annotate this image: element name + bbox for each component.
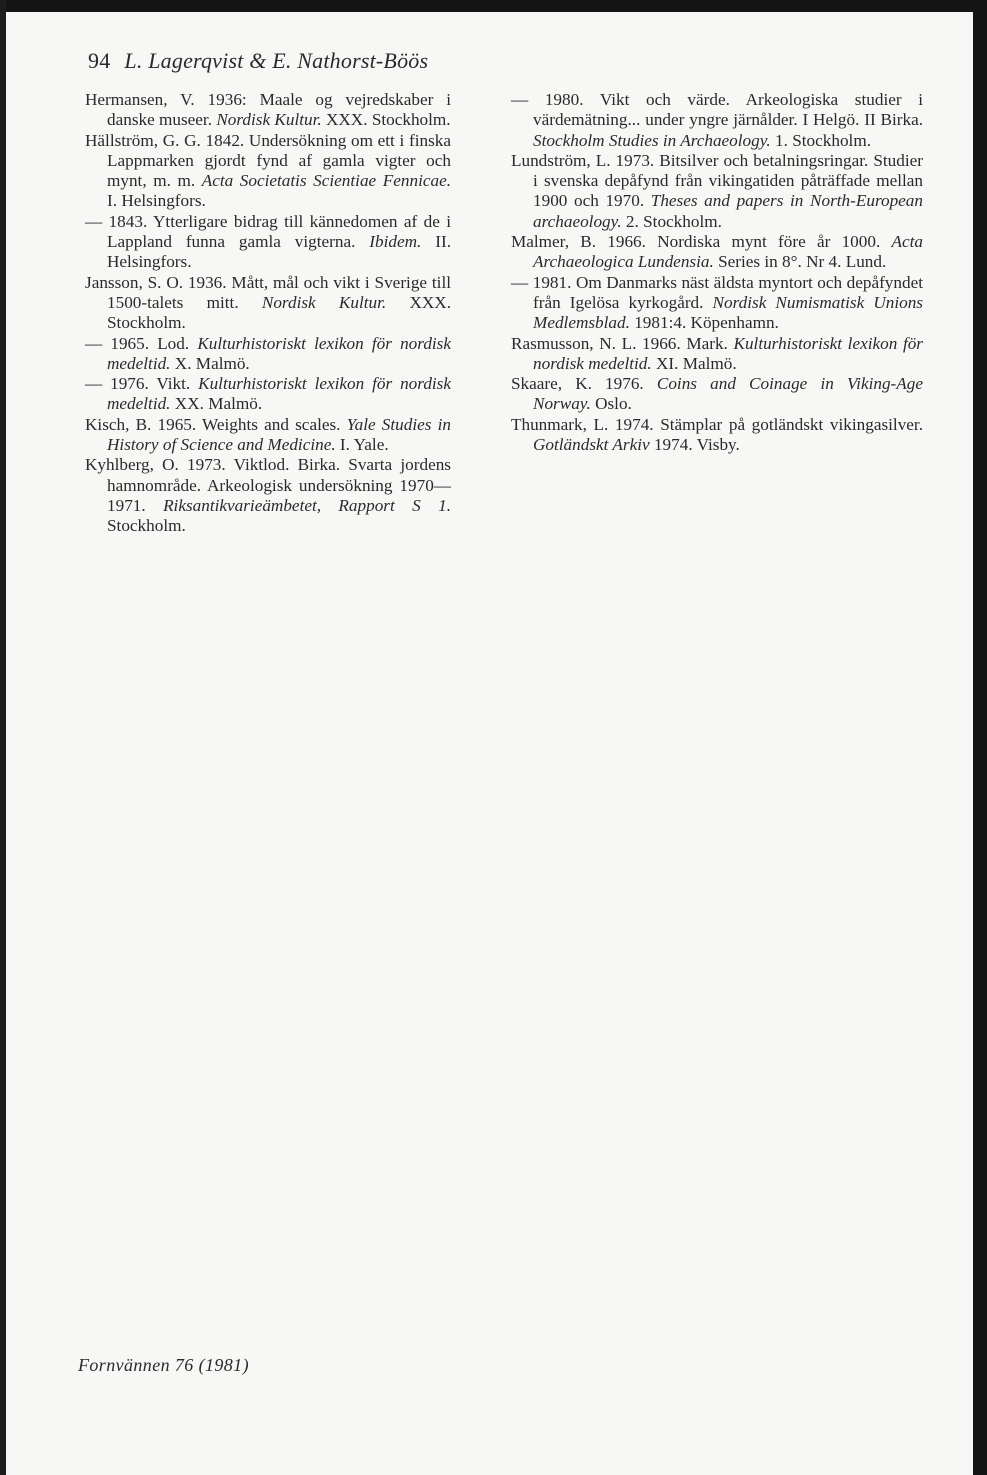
- reference-entry: [511, 334, 923, 375]
- reference-text: Hermansen, V. 1936: Maale og vejredskaber i danske museer.: [85, 90, 451, 130]
- reference-entry: [85, 212, 451, 273]
- reference-text: Malmer, B. 1966. Nordiska mynt före år 1000.: [511, 232, 892, 252]
- reference-text: Hällström, G. G. 1842. Undersökning om ett i finska Lappmarken gjordt fynd af gamla vigter och mynt, m. m.: [85, 130, 451, 191]
- scan-border-top: [0, 0, 987, 12]
- page: [6, 12, 973, 1475]
- reference-title: Nordisk Kultur.: [216, 110, 322, 130]
- reference-title: Acta Societatis Scientiae Fennicae.: [201, 171, 451, 191]
- reference-text: XX. Malmö.: [170, 394, 263, 414]
- reference-text: XXX. Stockholm.: [321, 110, 451, 130]
- reference-title: Yale Studies in History of Science and Medicine.: [107, 414, 451, 455]
- reference-title: Stockholm Studies in Archaeology.: [533, 130, 771, 150]
- reference-entry: [85, 415, 451, 456]
- reference-entry: [85, 131, 451, 212]
- reference-text: Stockholm.: [107, 516, 186, 536]
- reference-text: 2. Stockholm.: [621, 211, 722, 231]
- journal-footer: Fornvännen 76 (1981): [78, 1355, 249, 1375]
- reference-text: X. Malmö.: [170, 353, 250, 373]
- reference-entry: [511, 90, 923, 151]
- reference-text: Rasmusson, N. L. 1966. Mark.: [511, 333, 734, 353]
- reference-text: — 1980. Vikt och värde. Arkeologiska studier i värdemätning... under yngre järnålder. I Helgö. II Birka.: [511, 90, 923, 130]
- reference-entry: [85, 90, 451, 131]
- reference-text: 1. Stockholm.: [770, 130, 871, 150]
- reference-title: Nordisk Numismatisk Unions Medlemsblad.: [533, 292, 923, 333]
- reference-text: II. Helsingfors.: [107, 232, 451, 272]
- reference-title: Gotländskt Arkiv: [533, 435, 650, 455]
- scan-border-right: [973, 0, 987, 1475]
- reference-title: Nordisk Kultur.: [261, 292, 387, 312]
- reference-text: Jansson, S. O. 1936. Mått, mål och vikt i Sverige till 1500-talets mitt.: [85, 272, 451, 312]
- reference-text: Kisch, B. 1965. Weights and scales.: [85, 414, 347, 434]
- reference-title: Riksantikvarieämbetet, Rapport S 1.: [163, 495, 451, 515]
- page-number: 94: [88, 48, 111, 73]
- reference-text: Skaare, K. 1976.: [511, 374, 657, 394]
- reference-text: — 1843. Ytterligare bidrag till kännedomen af de i Lappland funna gamla vigterna.: [85, 211, 451, 252]
- reference-text: — 1976. Vikt.: [85, 374, 199, 394]
- reference-entry: [85, 334, 451, 375]
- reference-title: Theses and papers in North-European archaeology.: [533, 191, 923, 231]
- reference-text: Oslo.: [590, 394, 632, 414]
- reference-entry: [511, 374, 923, 415]
- reference-text: I. Helsingfors.: [107, 191, 206, 211]
- reference-entry: [511, 151, 923, 232]
- running-head-authors: L. Lagerqvist & E. Nathorst-Böös: [124, 48, 429, 73]
- reference-title: Coins and Coinage in Viking-Age Norway.: [533, 374, 923, 414]
- reference-text: Lundström, L. 1973. Bitsilver och betalningsringar. Studier i svenska depåfynd från vikingatiden påträffade mellan 1900 och 1970.: [511, 150, 923, 211]
- reference-text: XI. Malmö.: [651, 353, 737, 373]
- running-head: [88, 48, 428, 74]
- reference-text: I. Yale.: [335, 435, 389, 455]
- reference-entry: [511, 273, 923, 334]
- reference-title: Acta Archaeologica Lundensia.: [533, 232, 923, 272]
- reference-text: Kyhlberg, O. 1973. Viktlod. Birka. Svarta jordens hamnområde. Arkeologisk undersökning 1970—1971.: [85, 455, 451, 515]
- reference-text: XXX. Stockholm.: [107, 292, 451, 333]
- reference-entry: [511, 415, 923, 456]
- reference-title: Ibidem.: [369, 232, 422, 252]
- reference-text: 1981:4. Köpenhamn.: [629, 313, 779, 333]
- reference-entry: [85, 273, 451, 334]
- reference-text: Thunmark, L. 1974. Stämplar på gotländskt vikingasilver.: [511, 414, 923, 434]
- reference-title: Kulturhistoriskt lexikon för nordisk medeltid.: [533, 333, 923, 373]
- reference-text: 1974. Visby.: [649, 435, 740, 455]
- reference-text: Series in 8°. Nr 4. Lund.: [713, 252, 887, 272]
- reference-text: — 1965. Lod.: [85, 333, 198, 353]
- references-column-right: [511, 90, 923, 455]
- reference-entry: [511, 232, 923, 273]
- reference-title: Kulturhistoriskt lexikon för nordisk medeltid.: [107, 374, 452, 414]
- reference-title: Kulturhistoriskt lexikon för nordisk medeltid.: [107, 333, 452, 373]
- reference-entry: [85, 455, 451, 536]
- reference-entry: [85, 374, 451, 415]
- reference-text: — 1981. Om Danmarks näst äldsta myntort och depåfyndet från Igelösa kyrkogård.: [511, 272, 923, 312]
- references-column-left: [85, 90, 451, 537]
